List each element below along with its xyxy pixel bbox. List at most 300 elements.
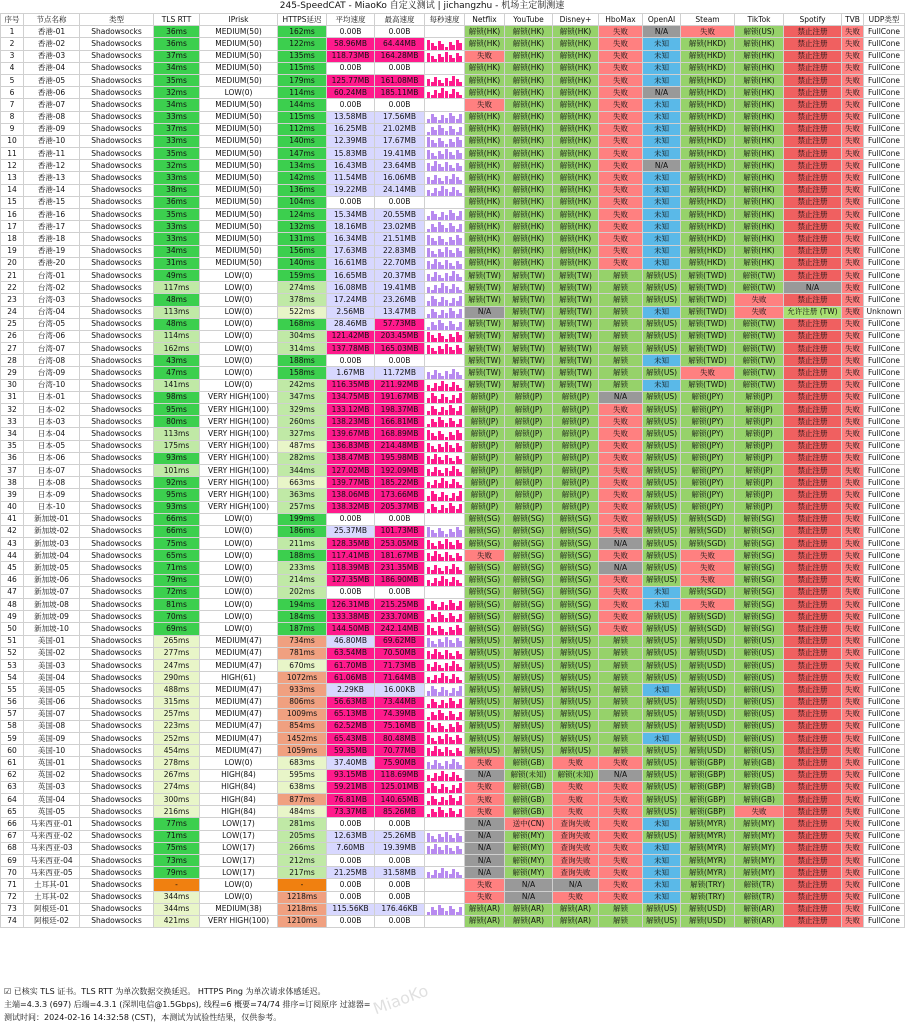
- cell-node-name: 日本-07: [24, 464, 80, 476]
- cell-tls-rtt: 113ms: [154, 306, 200, 318]
- speed-sample-bar: [449, 764, 452, 769]
- speed-sample-bar: [445, 508, 448, 513]
- cell-netflix: 解锁(TW): [465, 355, 505, 367]
- cell-hbomax: 失败: [599, 586, 643, 598]
- cell-tiktok: 解锁(SG): [735, 599, 784, 611]
- cell-disney: 解锁(HK): [553, 26, 599, 38]
- cell-per-second-speed: [425, 62, 465, 74]
- cell-youtube: 解锁(HK): [505, 38, 553, 50]
- cell-udp-type: FullCone: [864, 477, 905, 489]
- cell-type: Shadowsocks: [80, 513, 154, 525]
- cell-spotify: 禁止注册: [784, 672, 842, 684]
- cell-openai: 未知: [643, 257, 681, 269]
- speed-sample-bar: [459, 751, 462, 756]
- cell-max-speed: 70.50MB: [375, 647, 425, 659]
- cell-netflix: 解锁(JP): [465, 391, 505, 403]
- cell-https-latency: 104ms: [278, 196, 327, 208]
- cell-openai: 解锁(US): [643, 611, 681, 623]
- cell-iprisk: VERY HIGH(100): [200, 416, 278, 428]
- cell-netflix: 解锁(HK): [465, 209, 505, 221]
- table-row: [1, 391, 905, 403]
- speed-sample-bar: [452, 740, 455, 744]
- cell-type: Shadowsocks: [80, 87, 154, 99]
- speed-sample-bar: [427, 553, 430, 561]
- cell-disney: 解锁(SG): [553, 599, 599, 611]
- cell-steam: 解锁(JPY): [681, 404, 735, 416]
- cell-node-name: 香港-04: [24, 62, 80, 74]
- cell-tvb: 失败: [842, 282, 864, 294]
- cell-udp-type: FullCone: [864, 172, 905, 184]
- cell-spotify: 禁止注册: [784, 233, 842, 245]
- cell-netflix: 解锁(HK): [465, 196, 505, 208]
- cell-per-second-speed: [425, 209, 465, 221]
- cell-udp-type: FullCone: [864, 867, 905, 879]
- speed-sample-bar: [445, 300, 448, 306]
- speed-sample-bar: [434, 480, 437, 488]
- speed-sample-bar: [449, 263, 452, 269]
- cell-type: Shadowsocks: [80, 123, 154, 135]
- cell-steam: 失败: [681, 550, 735, 562]
- speed-sample-bar: [427, 704, 430, 708]
- cell-steam: 解锁(MYR): [681, 818, 735, 830]
- cell-tiktok: 解锁(JP): [735, 489, 784, 501]
- cell-disney: 解锁(JP): [553, 489, 599, 501]
- cell-hbomax: 失败: [599, 525, 643, 537]
- cell-type: Shadowsocks: [80, 818, 154, 830]
- cell-spotify: 禁止注册: [784, 196, 842, 208]
- speed-sample-bar: [441, 310, 444, 318]
- cell-tls-rtt: 66ms: [154, 525, 200, 537]
- cell-hbomax: 解锁: [599, 903, 643, 915]
- cell-disney: 解锁(SG): [553, 574, 599, 586]
- speed-sample-bar: [456, 638, 459, 647]
- cell-disney: 解锁(HK): [553, 74, 599, 86]
- cell-openai: 解锁(US): [643, 623, 681, 635]
- cell-index: 45: [1, 562, 24, 574]
- speed-sample-bar: [459, 712, 462, 720]
- table-row: [1, 525, 905, 537]
- cell-steam: 解锁(SGD): [681, 525, 735, 537]
- cell-index: 65: [1, 806, 24, 818]
- cell-iprisk: LOW(0): [200, 525, 278, 537]
- table-row: [1, 196, 905, 208]
- cell-tiktok: 解锁(US): [735, 26, 784, 38]
- cell-tiktok: 解锁(HK): [735, 245, 784, 257]
- cell-openai: 解锁(US): [643, 282, 681, 294]
- speed-sample-bar: [449, 347, 452, 354]
- speed-sample-bar: [445, 247, 448, 257]
- speed-sample-bar: [431, 211, 434, 220]
- speed-sample-bar: [441, 212, 444, 220]
- cell-udp-type: FullCone: [864, 391, 905, 403]
- speed-sample-bar: [441, 908, 444, 915]
- cell-disney: 解锁(TW): [553, 269, 599, 281]
- cell-netflix: 解锁(US): [465, 733, 505, 745]
- cell-tvb: 失败: [842, 379, 864, 391]
- cell-iprisk: VERY HIGH(100): [200, 391, 278, 403]
- speed-sample-bar: [459, 570, 462, 574]
- cell-tiktok: 解锁(SG): [735, 550, 784, 562]
- speed-sample-bar: [456, 411, 459, 415]
- cell-openai: 解锁(US): [643, 574, 681, 586]
- speed-sample-bar: [449, 874, 452, 878]
- cell-index: 13: [1, 172, 24, 184]
- cell-openai: 未知: [643, 209, 681, 221]
- cell-hbomax: 失败: [599, 867, 643, 879]
- speed-sample-bar: [441, 434, 444, 440]
- cell-avg-speed: 15.83MB: [327, 148, 375, 160]
- cell-avg-speed: 133.38MB: [327, 611, 375, 623]
- cell-type: Shadowsocks: [80, 903, 154, 915]
- speed-sample-bar: [438, 457, 441, 464]
- cell-avg-speed: 115.56KB: [327, 903, 375, 915]
- speed-sample-bar: [438, 749, 441, 756]
- speed-sample-bar: [459, 907, 462, 915]
- speed-sample-bar: [441, 447, 444, 452]
- cell-avg-speed: 138.32MB: [327, 501, 375, 513]
- speed-sample-bar: [427, 801, 430, 805]
- cell-udp-type: FullCone: [864, 404, 905, 416]
- speed-sample-bar: [449, 81, 452, 86]
- cell-max-speed: 166.81MB: [375, 416, 425, 428]
- cell-spotify: 禁止注册: [784, 538, 842, 550]
- cell-hbomax: 解锁: [599, 733, 643, 745]
- cell-netflix: 失败: [465, 550, 505, 562]
- speed-sample-bar: [431, 543, 434, 549]
- speed-sample-bar: [427, 385, 430, 391]
- cell-tiktok: 解锁(HK): [735, 74, 784, 86]
- cell-tiktok: 解锁(HK): [735, 233, 784, 245]
- cell-tvb: 失败: [842, 209, 864, 221]
- cell-tvb: 失败: [842, 50, 864, 62]
- cell-per-second-speed: [425, 257, 465, 269]
- cell-iprisk: MEDIUM(47): [200, 708, 278, 720]
- speed-sample-bar: [459, 725, 462, 732]
- cell-index: 55: [1, 684, 24, 696]
- cell-node-name: 香港-06: [24, 87, 80, 99]
- cell-max-speed: 191.67MB: [375, 391, 425, 403]
- cell-type: Shadowsocks: [80, 525, 154, 537]
- cell-per-second-speed: [425, 611, 465, 623]
- speed-sample-bar: [445, 676, 448, 683]
- cell-avg-speed: 7.60MB: [327, 842, 375, 854]
- speed-sample-bar: [452, 253, 455, 257]
- speed-sample-bar: [431, 264, 434, 269]
- cell-type: Shadowsocks: [80, 733, 154, 745]
- cell-node-name: 新加坡-03: [24, 538, 80, 550]
- cell-disney: 解锁(TW): [553, 318, 599, 330]
- cell-avg-speed: 13.58MB: [327, 111, 375, 123]
- cell-tiktok: 解锁(HK): [735, 148, 784, 160]
- cell-hbomax: 失败: [599, 623, 643, 635]
- table-row: [1, 647, 905, 659]
- speed-sample-bar: [431, 166, 434, 171]
- cell-steam: 失败: [681, 562, 735, 574]
- cell-steam: 解锁(MYR): [681, 830, 735, 842]
- cell-udp-type: FullCone: [864, 720, 905, 732]
- cell-spotify: 禁止注册: [784, 99, 842, 111]
- cell-netflix: 解锁(TW): [465, 294, 505, 306]
- cell-per-second-speed: [425, 830, 465, 842]
- cell-max-speed: 21.02MB: [375, 123, 425, 135]
- cell-max-speed: 85.26MB: [375, 806, 425, 818]
- speed-sample-bar: [427, 677, 430, 683]
- cell-openai: 解锁(US): [643, 428, 681, 440]
- cell-max-speed: 70.77MB: [375, 745, 425, 757]
- cell-hbomax: 失败: [599, 477, 643, 489]
- cell-udp-type: FullCone: [864, 830, 905, 842]
- cell-https-latency: 781ms: [278, 647, 327, 659]
- speed-sample-bar: [441, 797, 444, 805]
- speed-sample-bar: [438, 302, 441, 306]
- cell-openai: 解锁(US): [643, 391, 681, 403]
- cell-netflix: N/A: [465, 842, 505, 854]
- cell-https-latency: 363ms: [278, 489, 327, 501]
- speed-sample-bar: [459, 836, 462, 842]
- cell-tls-rtt: 33ms: [154, 221, 200, 233]
- speed-sample-bar: [427, 235, 430, 245]
- cell-netflix: 解锁(HK): [465, 172, 505, 184]
- cell-netflix: 解锁(HK): [465, 135, 505, 147]
- cell-https-latency: 242ms: [278, 379, 327, 391]
- speed-sample-bar: [449, 569, 452, 574]
- cell-per-second-speed: [425, 550, 465, 562]
- cell-index: 53: [1, 659, 24, 671]
- cell-max-speed: 181.67MB: [375, 550, 425, 562]
- cell-spotify: 禁止注册: [784, 501, 842, 513]
- cell-index: 74: [1, 915, 24, 927]
- cell-tvb: 失败: [842, 233, 864, 245]
- speed-sample-bar: [434, 773, 437, 781]
- speed-sample-bar: [427, 301, 430, 306]
- speed-sample-bar: [434, 494, 437, 501]
- speed-sample-bar: [427, 150, 430, 159]
- speed-sample-bar: [452, 772, 455, 781]
- speed-sample-bar: [438, 191, 441, 196]
- speed-sample-bar: [441, 531, 444, 537]
- speed-sample-bar: [452, 187, 455, 196]
- cell-https-latency: 522ms: [278, 306, 327, 318]
- cell-max-speed: 23.02MB: [375, 221, 425, 233]
- cell-openai: 解锁(US): [643, 903, 681, 915]
- cell-index: 35: [1, 440, 24, 452]
- cell-type: Shadowsocks: [80, 26, 154, 38]
- cell-max-speed: 0.00B: [375, 513, 425, 525]
- cell-tiktok: 解锁(SG): [735, 586, 784, 598]
- cell-avg-speed: 12.39MB: [327, 135, 375, 147]
- cell-max-speed: 17.67MB: [375, 135, 425, 147]
- speed-sample-bar: [441, 492, 444, 501]
- cell-max-speed: 165.03MB: [375, 343, 425, 355]
- speed-sample-bar: [445, 228, 448, 232]
- speed-sample-bar: [456, 137, 459, 147]
- cell-avg-speed: 59.21MB: [327, 781, 375, 793]
- cell-avg-speed: 116.35MB: [327, 379, 375, 391]
- cell-tls-rtt: 32ms: [154, 160, 200, 172]
- cell-tiktok: 解锁(MY): [735, 830, 784, 842]
- cell-tls-rtt: 300ms: [154, 794, 200, 806]
- cell-spotify: 禁止注册: [784, 440, 842, 452]
- speed-sample-bar: [449, 113, 452, 123]
- speed-sample-bar: [434, 551, 437, 561]
- cell-tvb: 失败: [842, 99, 864, 111]
- cell-udp-type: FullCone: [864, 209, 905, 221]
- cell-iprisk: LOW(0): [200, 574, 278, 586]
- speed-sample-bar: [441, 265, 444, 269]
- cell-youtube: 解锁(JP): [505, 501, 553, 513]
- speed-sample-bar: [434, 143, 437, 147]
- cell-per-second-speed: [425, 769, 465, 781]
- cell-https-latency: 115ms: [278, 111, 327, 123]
- cell-iprisk: HIGH(84): [200, 806, 278, 818]
- cell-hbomax: 失败: [599, 794, 643, 806]
- cell-https-latency: 114ms: [278, 87, 327, 99]
- cell-max-speed: 0.00B: [375, 891, 425, 903]
- cell-avg-speed: 138.06MB: [327, 489, 375, 501]
- cell-tls-rtt: 117ms: [154, 282, 200, 294]
- cell-openai: 解锁(US): [643, 757, 681, 769]
- cell-steam: 解锁(HKD): [681, 257, 735, 269]
- cell-tiktok: 解锁(TR): [735, 891, 784, 903]
- speed-sample-bar: [456, 509, 459, 513]
- cell-netflix: 解锁(SG): [465, 513, 505, 525]
- cell-youtube: 解锁(JP): [505, 416, 553, 428]
- speed-sample-bar: [431, 393, 434, 403]
- cell-udp-type: FullCone: [864, 367, 905, 379]
- cell-avg-speed: 0.00B: [327, 915, 375, 927]
- speed-sample-bar: [434, 604, 437, 610]
- speed-sample-bar: [445, 52, 448, 62]
- cell-openai: 解锁(US): [643, 464, 681, 476]
- cell-steam: 失败: [681, 574, 735, 586]
- cell-disney: 解锁(SG): [553, 586, 599, 598]
- cell-openai: 解锁(US): [643, 830, 681, 842]
- cell-iprisk: MEDIUM(50): [200, 26, 278, 38]
- cell-https-latency: 188ms: [278, 355, 327, 367]
- cell-iprisk: LOW(0): [200, 294, 278, 306]
- cell-spotify: 禁止注册: [784, 111, 842, 123]
- cell-youtube: 解锁(HK): [505, 233, 553, 245]
- cell-netflix: 解锁(TW): [465, 330, 505, 342]
- cell-index: 46: [1, 574, 24, 586]
- table-row: [1, 428, 905, 440]
- table-row: [1, 501, 905, 513]
- cell-tvb: 失败: [842, 708, 864, 720]
- speed-sample-bar: [456, 345, 459, 354]
- cell-disney: 解锁(HK): [553, 50, 599, 62]
- cell-udp-type: FullCone: [864, 891, 905, 903]
- cell-iprisk: LOW(0): [200, 538, 278, 550]
- cell-spotify: 禁止注册: [784, 330, 842, 342]
- cell-index: 72: [1, 891, 24, 903]
- cell-tiktok: 解锁(US): [735, 745, 784, 757]
- cell-index: 27: [1, 343, 24, 355]
- cell-udp-type: FullCone: [864, 659, 905, 671]
- speed-sample-bar: [459, 738, 462, 744]
- speed-sample-bar: [438, 275, 441, 281]
- cell-disney: 解锁(HK): [553, 196, 599, 208]
- cell-openai: 解锁(US): [643, 635, 681, 647]
- cell-netflix: 解锁(HK): [465, 38, 505, 50]
- cell-tls-rtt: 35ms: [154, 209, 200, 221]
- speed-sample-bar: [445, 832, 448, 842]
- cell-steam: 解锁(USD): [681, 659, 735, 671]
- cell-tiktok: 解锁(HK): [735, 160, 784, 172]
- cell-per-second-speed: [425, 26, 465, 38]
- cell-steam: 解锁(TWD): [681, 330, 735, 342]
- cell-iprisk: MEDIUM(47): [200, 733, 278, 745]
- speed-sample-bar: [438, 639, 441, 647]
- cell-tiktok: 解锁(HK): [735, 38, 784, 50]
- cell-tiktok: 解锁(SG): [735, 562, 784, 574]
- cell-udp-type: FullCone: [864, 355, 905, 367]
- speed-sample-bar: [452, 298, 455, 306]
- cell-avg-speed: 61.70MB: [327, 659, 375, 671]
- speed-sample-bar: [427, 345, 430, 354]
- speed-sample-bar: [441, 381, 444, 391]
- cell-type: Shadowsocks: [80, 659, 154, 671]
- cell-hbomax: N/A: [599, 562, 643, 574]
- cell-tls-rtt: 75ms: [154, 842, 200, 854]
- cell-iprisk: VERY HIGH(100): [200, 477, 278, 489]
- speed-sample-bar: [434, 272, 437, 281]
- cell-openai: 解锁(US): [643, 647, 681, 659]
- cell-netflix: 失败: [465, 50, 505, 62]
- cell-youtube: 解锁(TW): [505, 294, 553, 306]
- cell-netflix: 解锁(US): [465, 696, 505, 708]
- speed-sample-bar: [434, 188, 437, 196]
- cell-https-latency: 131ms: [278, 233, 327, 245]
- cell-tls-rtt: 36ms: [154, 196, 200, 208]
- cell-steam: 解锁(HKD): [681, 196, 735, 208]
- speed-sample-bar: [452, 564, 455, 574]
- cell-tvb: 失败: [842, 367, 864, 379]
- cell-netflix: N/A: [465, 769, 505, 781]
- cell-iprisk: MEDIUM(50): [200, 74, 278, 86]
- cell-youtube: 解锁(HK): [505, 257, 553, 269]
- cell-iprisk: VERY HIGH(100): [200, 489, 278, 501]
- cell-netflix: 解锁(JP): [465, 452, 505, 464]
- speed-sample-bar: [445, 326, 448, 330]
- cell-youtube: 解锁(GB): [505, 806, 553, 818]
- cell-max-speed: 75.16MB: [375, 720, 425, 732]
- cell-tls-rtt: 80ms: [154, 416, 200, 428]
- cell-max-speed: 24.14MB: [375, 184, 425, 196]
- speed-sample-bar: [441, 673, 444, 683]
- cell-https-latency: 260ms: [278, 416, 327, 428]
- cell-per-second-speed: [425, 745, 465, 757]
- cell-steam: 解锁(MYR): [681, 842, 735, 854]
- cell-iprisk: MEDIUM(47): [200, 720, 278, 732]
- cell-https-latency: 135ms: [278, 50, 327, 62]
- cell-udp-type: FullCone: [864, 574, 905, 586]
- table-row: [1, 233, 905, 245]
- cell-youtube: 解锁(HK): [505, 160, 553, 172]
- cell-https-latency: 140ms: [278, 135, 327, 147]
- speed-sample-bar: [431, 751, 434, 756]
- table-row: [1, 343, 905, 355]
- table-row: [1, 794, 905, 806]
- cell-spotify: 禁止注册: [784, 74, 842, 86]
- speed-sample-bar: [427, 443, 430, 452]
- speed-sample-bar: [438, 789, 441, 793]
- speed-sample-bar: [431, 472, 434, 476]
- cell-avg-speed: 134.75MB: [327, 391, 375, 403]
- speed-sample-bar: [431, 224, 434, 232]
- cell-disney: 解锁(未知): [553, 769, 599, 781]
- cell-https-latency: 282ms: [278, 452, 327, 464]
- cell-tiktok: 解锁(JP): [735, 452, 784, 464]
